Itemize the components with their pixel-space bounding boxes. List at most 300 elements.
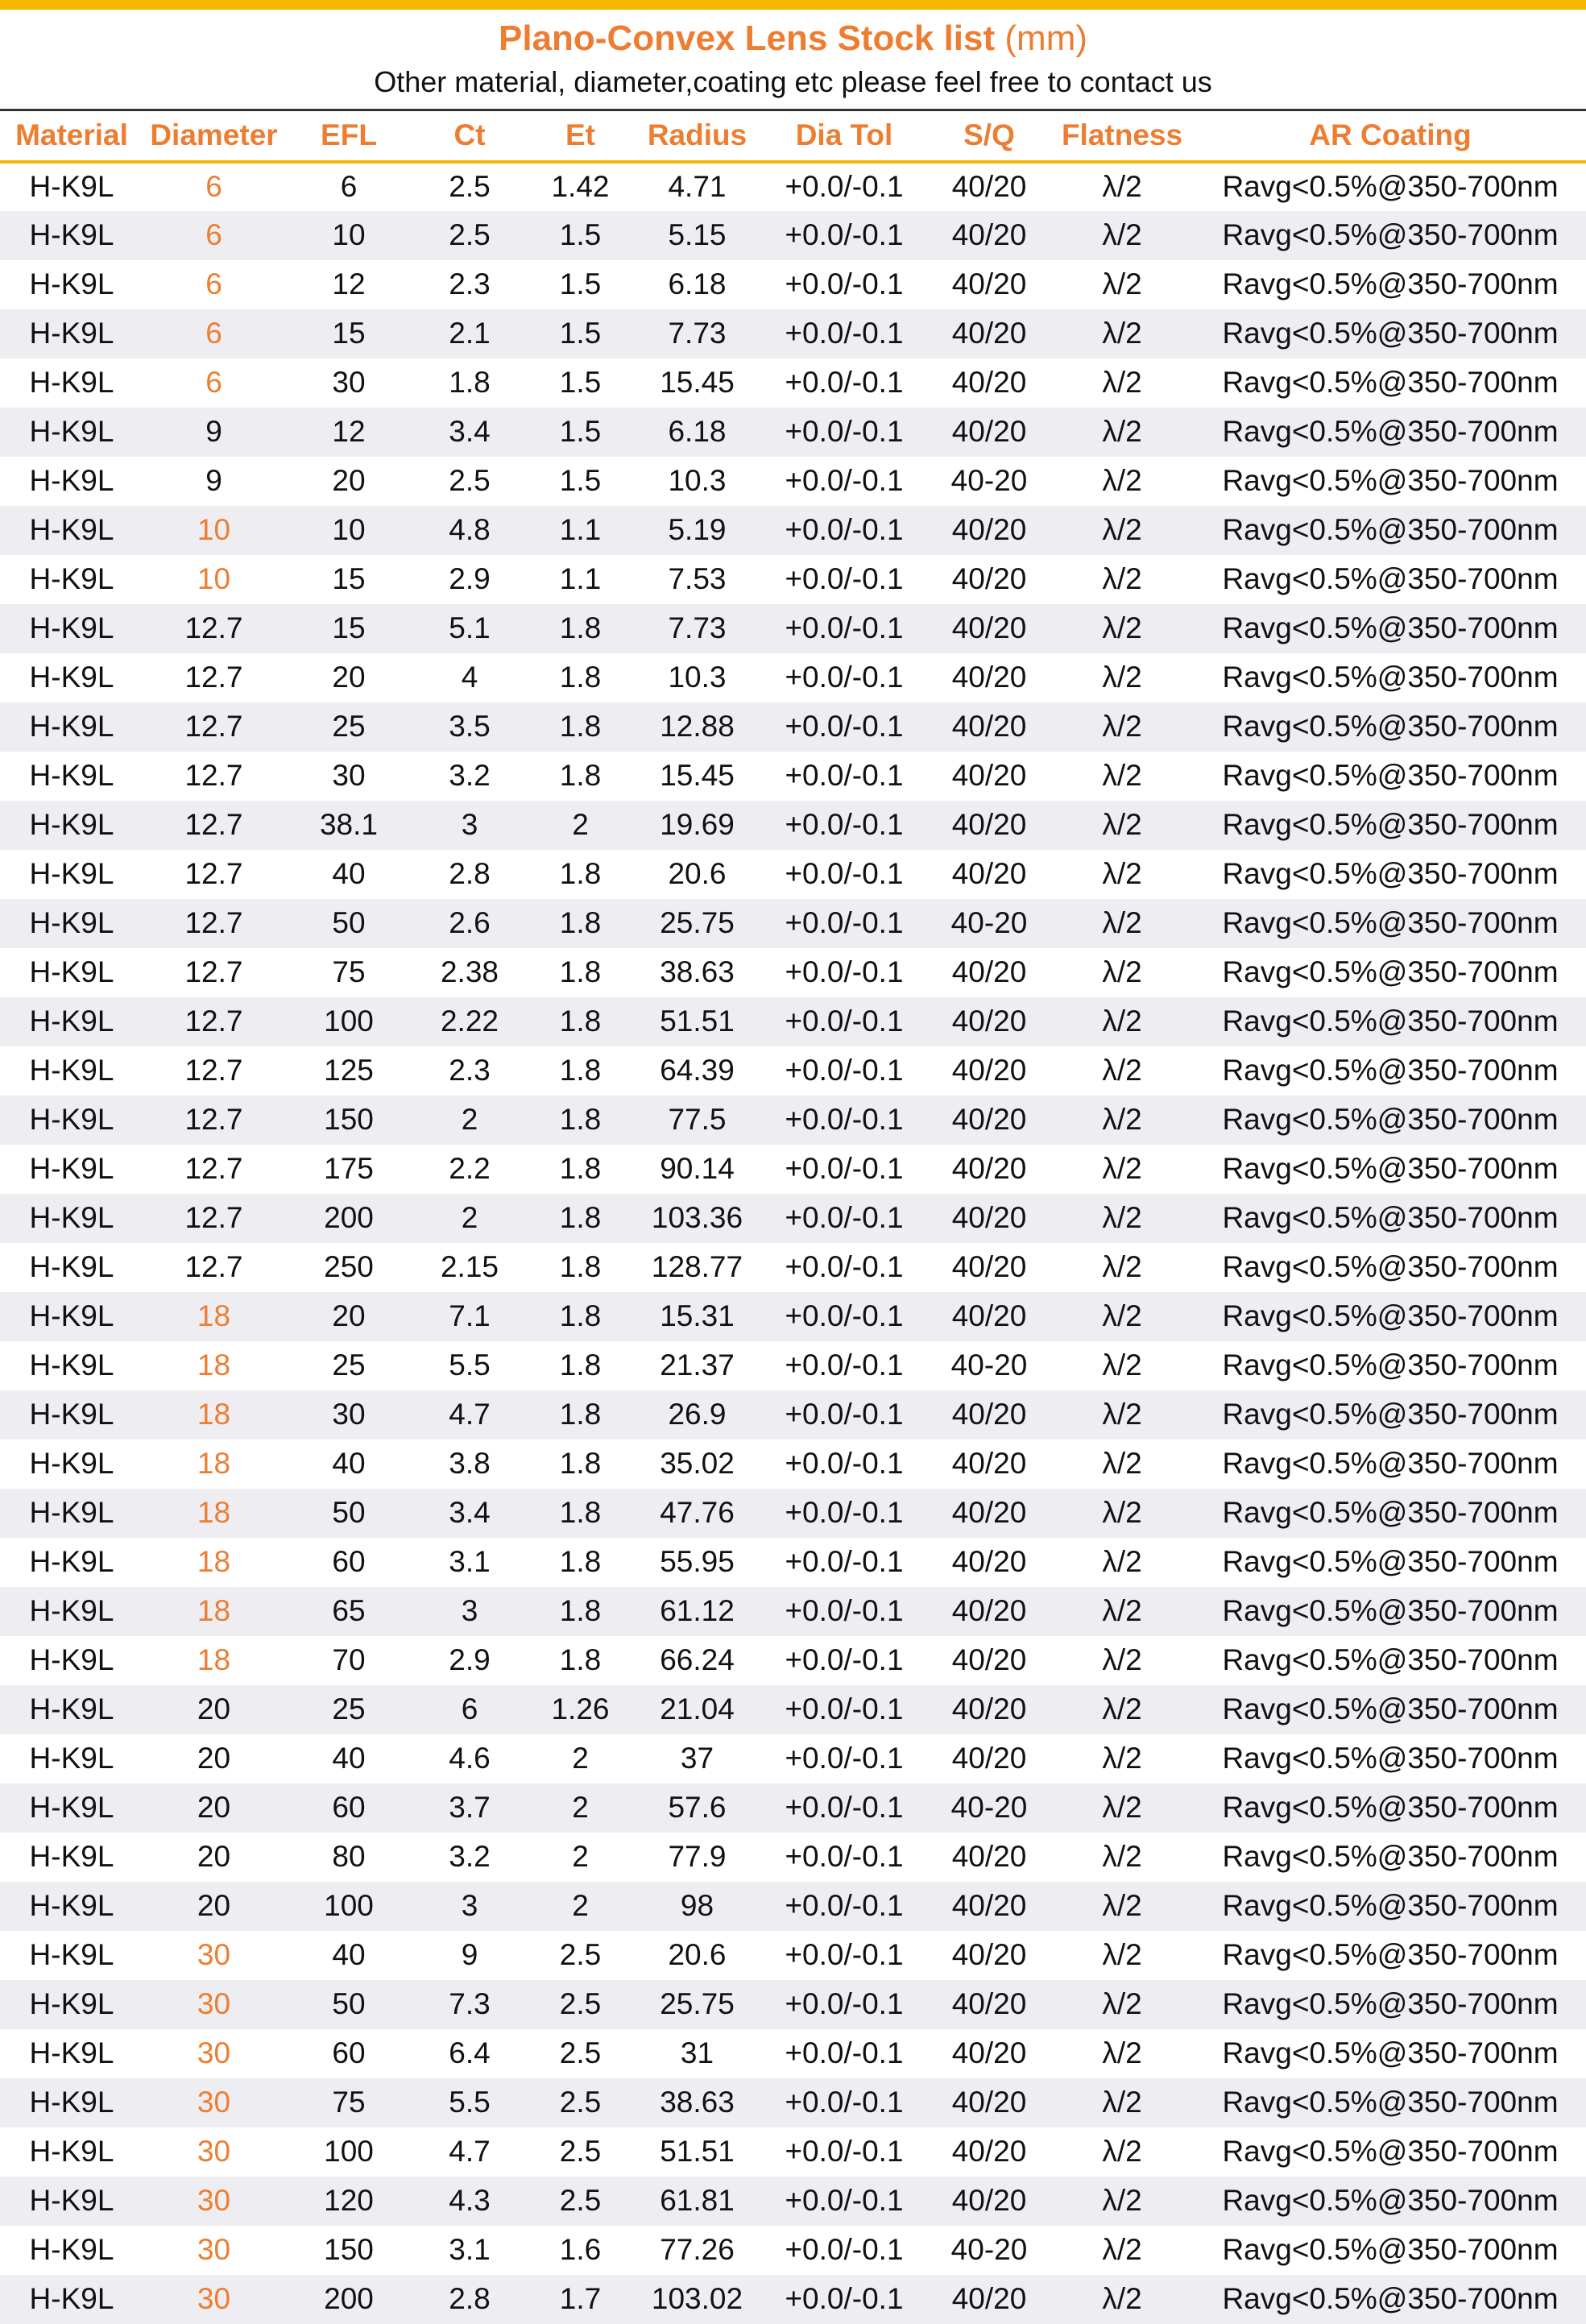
- cell-diameter: 20: [197, 1742, 231, 1775]
- cell-dia-tol: +0.0/-0.1: [785, 415, 904, 448]
- cell-radius: 103.36: [651, 1201, 743, 1234]
- cell-efl: 200: [324, 1201, 374, 1234]
- cell-sq: 40/20: [951, 1692, 1027, 1725]
- cell-ct: 2: [461, 1103, 478, 1136]
- cell-sq: 40-20: [950, 1791, 1028, 1824]
- cell-sq: 40/20: [951, 415, 1027, 448]
- header-dia-tol: Dia Tol: [795, 118, 893, 152]
- cell-et: 1.5: [559, 464, 602, 497]
- cell-flatness: λ/2: [1102, 857, 1142, 890]
- cell-ct: 3.1: [449, 2233, 491, 2266]
- cell-ct: 4: [461, 661, 478, 694]
- table-row: [0, 997, 1586, 1046]
- cell-radius: 6.18: [668, 267, 727, 300]
- cell-efl: 150: [324, 1103, 374, 1136]
- cell-radius: 25.75: [660, 906, 735, 939]
- cell-ar-coating: Ravg<0.5%@350-700nm: [1222, 759, 1559, 792]
- cell-flatness: λ/2: [1102, 1447, 1142, 1480]
- table-row: [0, 309, 1586, 358]
- cell-radius: 10.3: [668, 661, 727, 694]
- cell-diameter: 30: [197, 2086, 231, 2119]
- cell-ct: 2.3: [449, 267, 491, 300]
- cell-ct: 5.5: [449, 2086, 491, 2119]
- cell-et: 1.8: [559, 1398, 602, 1431]
- cell-material: H-K9L: [29, 1005, 114, 1038]
- cell-ar-coating: Ravg<0.5%@350-700nm: [1222, 1299, 1559, 1332]
- table-row: [0, 555, 1586, 604]
- table-row: [0, 2275, 1586, 2324]
- table-row: [0, 2177, 1586, 2226]
- cell-flatness: λ/2: [1102, 661, 1142, 694]
- cell-sq: 40/20: [951, 857, 1027, 890]
- cell-efl: 12: [332, 267, 366, 300]
- cell-flatness: λ/2: [1102, 1299, 1142, 1332]
- cell-flatness: λ/2: [1102, 1692, 1142, 1725]
- cell-et: 2.5: [559, 1938, 602, 1971]
- cell-diameter: 12.7: [184, 1152, 243, 1185]
- cell-radius: 51.51: [660, 1005, 735, 1038]
- cell-diameter: 6: [205, 366, 222, 399]
- cell-efl: 40: [332, 1447, 366, 1480]
- cell-sq: 40/20: [951, 1840, 1027, 1873]
- cell-radius: 4.71: [668, 170, 727, 203]
- cell-radius: 10.3: [668, 464, 727, 497]
- table-row: [0, 801, 1586, 850]
- cell-ct: 4.3: [449, 2184, 491, 2217]
- cell-sq: 40/20: [951, 562, 1027, 595]
- cell-dia-tol: +0.0/-0.1: [785, 1447, 904, 1480]
- cell-dia-tol: +0.0/-0.1: [785, 366, 904, 399]
- cell-sq: 40/20: [951, 1594, 1027, 1627]
- cell-material: H-K9L: [29, 611, 114, 644]
- cell-material: H-K9L: [29, 710, 114, 743]
- cell-dia-tol: +0.0/-0.1: [785, 1299, 904, 1332]
- cell-flatness: λ/2: [1102, 2233, 1142, 2266]
- table-row: [0, 1341, 1586, 1390]
- cell-flatness: λ/2: [1102, 1152, 1142, 1185]
- table-row: [0, 2078, 1586, 2127]
- cell-dia-tol: +0.0/-0.1: [785, 1938, 904, 1971]
- table-row: [0, 162, 1586, 211]
- cell-efl: 75: [332, 2086, 366, 2119]
- cell-efl: 20: [332, 661, 366, 694]
- cell-ar-coating: Ravg<0.5%@350-700nm: [1222, 661, 1559, 694]
- cell-material: H-K9L: [29, 170, 114, 203]
- table-row: [0, 1538, 1586, 1587]
- cell-diameter: 6: [205, 267, 222, 300]
- cell-material: H-K9L: [29, 562, 114, 595]
- cell-diameter: 30: [197, 2135, 231, 2168]
- cell-sq: 40/20: [951, 759, 1027, 792]
- cell-flatness: λ/2: [1102, 759, 1142, 792]
- cell-radius: 98: [680, 1889, 714, 1922]
- cell-et: 1.8: [559, 661, 602, 694]
- cell-ar-coating: Ravg<0.5%@350-700nm: [1222, 415, 1559, 448]
- cell-et: 2.5: [559, 2184, 602, 2217]
- cell-ct: 4.8: [449, 513, 491, 546]
- cell-material: H-K9L: [29, 1594, 114, 1627]
- cell-diameter: 12.7: [184, 955, 243, 988]
- cell-sq: 40/20: [951, 2135, 1027, 2168]
- cell-flatness: λ/2: [1102, 513, 1142, 546]
- cell-ar-coating: Ravg<0.5%@350-700nm: [1222, 2282, 1559, 2315]
- cell-efl: 30: [332, 366, 366, 399]
- cell-efl: 50: [332, 1496, 366, 1529]
- cell-flatness: λ/2: [1102, 1987, 1142, 2020]
- header-efl: EFL: [321, 118, 377, 152]
- cell-ar-coating: Ravg<0.5%@350-700nm: [1222, 513, 1559, 546]
- cell-material: H-K9L: [29, 1496, 114, 1529]
- cell-radius: 21.37: [660, 1348, 735, 1382]
- cell-sq: 40/20: [951, 611, 1027, 644]
- table-row: [0, 850, 1586, 899]
- table-row: [0, 1734, 1586, 1783]
- cell-dia-tol: +0.0/-0.1: [785, 1643, 904, 1676]
- header-sq: S/Q: [963, 118, 1015, 152]
- cell-et: 1.8: [559, 857, 602, 890]
- cell-diameter: 12.7: [184, 808, 243, 841]
- cell-radius: 51.51: [660, 2135, 735, 2168]
- cell-ar-coating: Ravg<0.5%@350-700nm: [1222, 2036, 1559, 2069]
- cell-material: H-K9L: [29, 1791, 114, 1824]
- cell-flatness: λ/2: [1102, 955, 1142, 988]
- cell-radius: 25.75: [660, 1987, 735, 2020]
- cell-efl: 175: [324, 1152, 374, 1185]
- cell-et: 1.8: [559, 1545, 602, 1578]
- cell-sq: 40/20: [951, 1496, 1027, 1529]
- cell-radius: 7.73: [668, 611, 727, 644]
- cell-ar-coating: Ravg<0.5%@350-700nm: [1222, 1447, 1559, 1480]
- header-radius: Radius: [647, 118, 747, 152]
- cell-material: H-K9L: [29, 1447, 114, 1480]
- cell-ct: 7.1: [449, 1299, 491, 1332]
- cell-diameter: 30: [197, 1987, 231, 2020]
- cell-efl: 20: [332, 1299, 366, 1332]
- table-row: [0, 260, 1586, 309]
- cell-sq: 40-20: [950, 906, 1028, 939]
- cell-radius: 21.04: [660, 1692, 735, 1725]
- cell-ar-coating: Ravg<0.5%@350-700nm: [1222, 464, 1559, 497]
- cell-efl: 40: [332, 857, 366, 890]
- cell-material: H-K9L: [29, 1889, 114, 1922]
- cell-dia-tol: +0.0/-0.1: [785, 1840, 904, 1873]
- cell-diameter: 12.7: [184, 857, 243, 890]
- cell-ct: 3.4: [449, 415, 491, 448]
- cell-material: H-K9L: [29, 2282, 114, 2315]
- cell-dia-tol: +0.0/-0.1: [785, 1889, 904, 1922]
- cell-ar-coating: Ravg<0.5%@350-700nm: [1222, 611, 1559, 644]
- cell-material: H-K9L: [29, 955, 114, 988]
- cell-efl: 70: [332, 1643, 366, 1676]
- cell-flatness: λ/2: [1102, 366, 1142, 399]
- cell-flatness: λ/2: [1102, 1398, 1142, 1431]
- cell-ar-coating: Ravg<0.5%@350-700nm: [1222, 1398, 1559, 1431]
- cell-sq: 40/20: [951, 1054, 1027, 1087]
- cell-sq: 40/20: [951, 218, 1027, 251]
- cell-flatness: λ/2: [1102, 1348, 1142, 1382]
- cell-radius: 90.14: [660, 1152, 735, 1185]
- cell-et: 2: [572, 1889, 589, 1922]
- table-row: [0, 653, 1586, 702]
- cell-dia-tol: +0.0/-0.1: [785, 906, 904, 939]
- cell-flatness: λ/2: [1102, 2184, 1142, 2217]
- cell-dia-tol: +0.0/-0.1: [785, 1250, 904, 1283]
- cell-ct: 3.7: [449, 1791, 491, 1824]
- cell-ct: 3.8: [449, 1447, 491, 1480]
- cell-diameter: 6: [205, 317, 222, 350]
- cell-sq: 40/20: [951, 2086, 1027, 2119]
- cell-dia-tol: +0.0/-0.1: [785, 2135, 904, 2168]
- cell-dia-tol: +0.0/-0.1: [785, 808, 904, 841]
- cell-ar-coating: Ravg<0.5%@350-700nm: [1222, 808, 1559, 841]
- cell-ct: 2.5: [449, 464, 491, 497]
- cell-et: 1.8: [559, 1299, 602, 1332]
- cell-radius: 19.69: [660, 808, 735, 841]
- cell-et: 2: [572, 1742, 589, 1775]
- cell-flatness: λ/2: [1102, 1103, 1142, 1136]
- cell-material: H-K9L: [29, 1299, 114, 1332]
- cell-dia-tol: +0.0/-0.1: [785, 1594, 904, 1627]
- cell-efl: 80: [332, 1840, 366, 1873]
- cell-radius: 20.6: [668, 1938, 727, 1971]
- cell-ar-coating: Ravg<0.5%@350-700nm: [1222, 317, 1559, 350]
- cell-diameter: 20: [197, 1791, 231, 1824]
- table-row: [0, 1046, 1586, 1096]
- cell-radius: 37: [680, 1742, 714, 1775]
- cell-sq: 40/20: [951, 808, 1027, 841]
- cell-ar-coating: Ravg<0.5%@350-700nm: [1222, 1545, 1559, 1578]
- title-unit: (mm): [1004, 19, 1087, 58]
- top-accent-bar: [0, 0, 1586, 10]
- cell-efl: 40: [332, 1938, 366, 1971]
- cell-et: 1.8: [559, 906, 602, 939]
- cell-radius: 26.9: [668, 1398, 727, 1431]
- cell-sq: 40/20: [951, 1447, 1027, 1480]
- cell-diameter: 12.7: [184, 1250, 243, 1283]
- cell-efl: 30: [332, 759, 366, 792]
- header-ct: Ct: [453, 118, 486, 152]
- cell-diameter: 20: [197, 1889, 231, 1922]
- cell-ct: 4.7: [449, 2135, 491, 2168]
- cell-radius: 103.02: [651, 2282, 743, 2315]
- cell-radius: 38.63: [660, 955, 735, 988]
- cell-efl: 40: [332, 1742, 366, 1775]
- cell-dia-tol: +0.0/-0.1: [785, 2282, 904, 2315]
- cell-et: 1.8: [559, 1201, 602, 1234]
- cell-flatness: λ/2: [1102, 317, 1142, 350]
- cell-dia-tol: +0.0/-0.1: [785, 661, 904, 694]
- cell-et: 1.8: [559, 1447, 602, 1480]
- cell-dia-tol: +0.0/-0.1: [785, 2233, 904, 2266]
- table-row: [0, 948, 1586, 997]
- cell-efl: 25: [332, 710, 366, 743]
- cell-diameter: 12.7: [184, 611, 243, 644]
- cell-flatness: λ/2: [1102, 170, 1142, 203]
- cell-flatness: λ/2: [1102, 415, 1142, 448]
- cell-dia-tol: +0.0/-0.1: [785, 1005, 904, 1038]
- cell-material: H-K9L: [29, 513, 114, 546]
- cell-efl: 200: [324, 2282, 374, 2315]
- cell-radius: 66.24: [660, 1643, 735, 1676]
- cell-et: 1.8: [559, 1594, 602, 1627]
- cell-et: 1.5: [559, 366, 602, 399]
- cell-ct: 2: [461, 1201, 478, 1234]
- cell-et: 1.42: [551, 170, 610, 203]
- cell-material: H-K9L: [29, 1643, 114, 1676]
- cell-dia-tol: +0.0/-0.1: [785, 267, 904, 300]
- cell-flatness: λ/2: [1102, 1791, 1142, 1824]
- table-row: [0, 1243, 1586, 1292]
- cell-diameter: 12.7: [184, 1005, 243, 1038]
- cell-flatness: λ/2: [1102, 2036, 1142, 2069]
- cell-dia-tol: +0.0/-0.1: [785, 1496, 904, 1529]
- cell-diameter: 18: [197, 1447, 231, 1480]
- cell-efl: 10: [332, 513, 366, 546]
- cell-efl: 15: [332, 317, 366, 350]
- cell-ar-coating: Ravg<0.5%@350-700nm: [1222, 2233, 1559, 2266]
- cell-dia-tol: +0.0/-0.1: [785, 218, 904, 251]
- table-row: [0, 1390, 1586, 1440]
- cell-material: H-K9L: [29, 1103, 114, 1136]
- cell-ct: 5.1: [449, 611, 491, 644]
- cell-flatness: λ/2: [1102, 1054, 1142, 1087]
- cell-material: H-K9L: [29, 2036, 114, 2069]
- table-row: [0, 604, 1586, 653]
- cell-ct: 3.1: [449, 1545, 491, 1578]
- cell-dia-tol: +0.0/-0.1: [785, 857, 904, 890]
- cell-diameter: 10: [197, 513, 231, 546]
- cell-et: 1.8: [559, 955, 602, 988]
- cell-diameter: 9: [205, 415, 222, 448]
- cell-ar-coating: Ravg<0.5%@350-700nm: [1222, 218, 1559, 251]
- cell-diameter: 12.7: [184, 1103, 243, 1136]
- cell-radius: 61.12: [660, 1594, 735, 1627]
- cell-sq: 40/20: [951, 2036, 1027, 2069]
- cell-flatness: λ/2: [1102, 2135, 1142, 2168]
- cell-material: H-K9L: [29, 2086, 114, 2119]
- cell-sq: 40/20: [951, 955, 1027, 988]
- cell-et: 1.5: [559, 267, 602, 300]
- cell-dia-tol: +0.0/-0.1: [785, 1348, 904, 1382]
- cell-material: H-K9L: [29, 857, 114, 890]
- cell-radius: 6.18: [668, 415, 727, 448]
- cell-ct: 2.15: [440, 1250, 499, 1283]
- cell-et: 2: [572, 1840, 589, 1873]
- cell-efl: 250: [324, 1250, 374, 1283]
- cell-ct: 1.8: [449, 366, 491, 399]
- cell-flatness: λ/2: [1102, 1643, 1142, 1676]
- cell-ar-coating: Ravg<0.5%@350-700nm: [1222, 2184, 1559, 2217]
- cell-sq: 40/20: [951, 1201, 1027, 1234]
- cell-et: 1.8: [559, 759, 602, 792]
- cell-efl: 20: [332, 464, 366, 497]
- cell-diameter: 9: [205, 464, 222, 497]
- cell-ar-coating: Ravg<0.5%@350-700nm: [1222, 1594, 1559, 1627]
- cell-ct: 2.22: [440, 1005, 499, 1038]
- cell-diameter: 6: [205, 170, 222, 203]
- cell-radius: 5.19: [668, 513, 727, 546]
- cell-ct: 4.6: [449, 1742, 491, 1775]
- cell-dia-tol: +0.0/-0.1: [785, 1742, 904, 1775]
- cell-flatness: λ/2: [1102, 267, 1142, 300]
- cell-efl: 100: [324, 1005, 374, 1038]
- cell-efl: 30: [332, 1398, 366, 1431]
- cell-ct: 2.38: [440, 955, 499, 988]
- cell-et: 1.5: [559, 415, 602, 448]
- cell-dia-tol: +0.0/-0.1: [785, 611, 904, 644]
- cell-diameter: 18: [197, 1594, 231, 1627]
- cell-ct: 2.8: [449, 2282, 491, 2315]
- cell-et: 2.5: [559, 2135, 602, 2168]
- cell-diameter: 12.7: [184, 1054, 243, 1087]
- cell-efl: 150: [324, 2233, 374, 2266]
- page-subtitle: Other material, diameter,coating etc please feel free to contact us: [374, 65, 1212, 98]
- cell-sq: 40/20: [951, 317, 1027, 350]
- cell-ct: 3: [461, 808, 478, 841]
- cell-et: 1.8: [559, 1250, 602, 1283]
- cell-diameter: 18: [197, 1643, 231, 1676]
- table-row: [0, 1980, 1586, 2029]
- cell-ct: 2.9: [449, 562, 491, 595]
- cell-ct: 3.4: [449, 1496, 491, 1529]
- header-flatness: Flatness: [1061, 118, 1183, 152]
- cell-flatness: λ/2: [1102, 218, 1142, 251]
- cell-sq: 40/20: [951, 513, 1027, 546]
- cell-diameter: 12.7: [184, 710, 243, 743]
- cell-radius: 35.02: [660, 1447, 735, 1480]
- cell-diameter: 6: [205, 218, 222, 251]
- cell-et: 1.5: [559, 317, 602, 350]
- cell-radius: 55.95: [660, 1545, 735, 1578]
- cell-et: 1.8: [559, 1103, 602, 1136]
- cell-radius: 77.26: [660, 2233, 735, 2266]
- header: [0, 14, 1586, 101]
- table-row: [0, 1931, 1586, 1980]
- cell-et: 1.1: [559, 513, 602, 546]
- cell-efl: 65: [332, 1594, 366, 1627]
- cell-material: H-K9L: [29, 1398, 114, 1431]
- cell-ct: 3: [461, 1889, 478, 1922]
- cell-et: 1.5: [559, 218, 602, 251]
- table-row: [0, 358, 1586, 408]
- table-header-row: [0, 110, 1586, 162]
- cell-radius: 15.31: [660, 1299, 735, 1332]
- cell-diameter: 18: [197, 1398, 231, 1431]
- cell-radius: 15.45: [660, 759, 735, 792]
- table-row: [0, 899, 1586, 948]
- cell-dia-tol: +0.0/-0.1: [785, 1987, 904, 2020]
- cell-efl: 120: [324, 2184, 374, 2217]
- cell-et: 2: [572, 808, 589, 841]
- cell-dia-tol: +0.0/-0.1: [785, 464, 904, 497]
- cell-efl: 60: [332, 1545, 366, 1578]
- cell-sq: 40/20: [951, 1299, 1027, 1332]
- cell-ar-coating: Ravg<0.5%@350-700nm: [1222, 1496, 1559, 1529]
- table-row: [0, 1489, 1586, 1538]
- table-row: [0, 1833, 1586, 1882]
- cell-ar-coating: Ravg<0.5%@350-700nm: [1222, 1103, 1559, 1136]
- cell-dia-tol: +0.0/-0.1: [785, 1545, 904, 1578]
- cell-material: H-K9L: [29, 1348, 114, 1382]
- table-row: [0, 2127, 1586, 2177]
- cell-radius: 77.9: [668, 1840, 727, 1873]
- cell-dia-tol: +0.0/-0.1: [785, 1201, 904, 1234]
- cell-sq: 40/20: [951, 1103, 1027, 1136]
- table-row: [0, 752, 1586, 801]
- cell-dia-tol: +0.0/-0.1: [785, 759, 904, 792]
- cell-ar-coating: Ravg<0.5%@350-700nm: [1222, 1201, 1559, 1234]
- cell-dia-tol: +0.0/-0.1: [785, 1103, 904, 1136]
